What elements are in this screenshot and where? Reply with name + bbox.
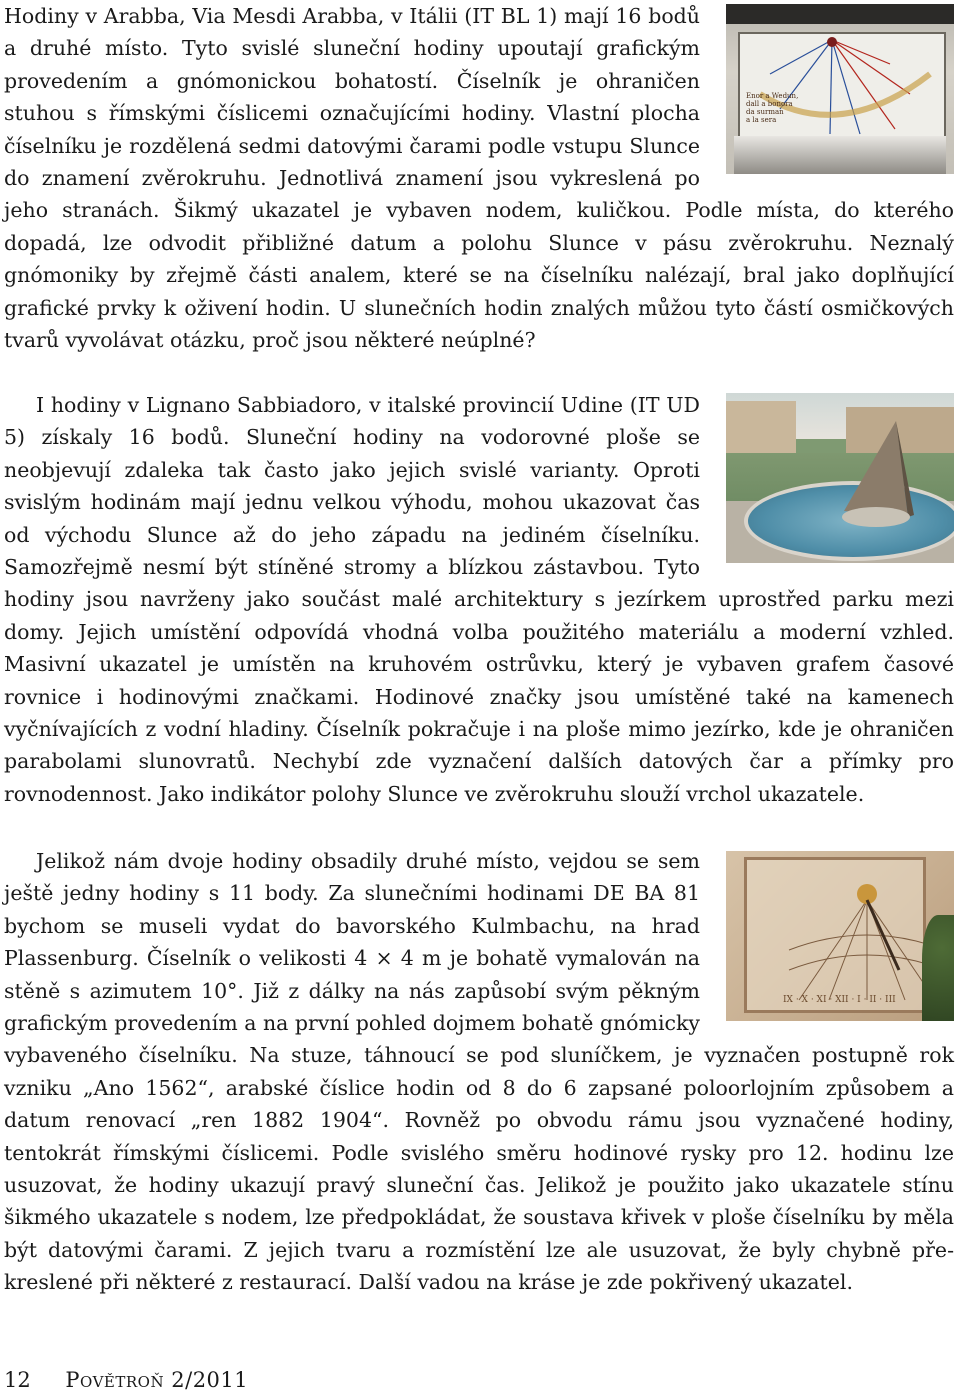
photo-dial bbox=[738, 32, 946, 140]
dial-caption-line: da surman bbox=[746, 108, 784, 116]
paragraph-text: Jelikož nám dvoje hodiny obsadily druhé místo, vejdou se sem ještě jedny hodiny s 11 body. Za slunečními hodinami DE BA 81 bychom se museli vydat do bavorského Kulmbachu, na hrad Plassenburg. Číselník o velikosti 4 × 4 m je bohatě vymalován na stěně s azimutem 10°. Již z dálky na nás zapůsobí svým pěkným grafickým provedením a na první pohled dojmem bohatě gnómicky vybaveného číselníku. Na stuze, táhnoucí se pod sluníčkem, je vyznačen postupně rok vzniku „Ano 1562“, arabské číslice hodin od 8 do 6 zapsané poloorlojním způsobem a datum renovací „ren 1882 1904“. Rovněž po obvodu rámu jsou vyznačené hodiny, tentokrát římskými číslicemi. Podle svislého směru hodinové rysky pro 12. hodinu lze usuzovat, že hodiny ukazují pravý sluneční čas. Jelikož je použito jako ukazatele stínu šikmého ukazatele s nodem, lze předpokládat, že soustava křivek v ploše číselníku by měla být datovými čarami. Z jejich tvaru a rozmístění lze ale usuzovat, že byly chybně překreslené při některé z restaurací. Další vadou na kráse je zde pokřivený ukazatel. bbox=[4, 849, 954, 1295]
dial-numerals: IX · X · XI · XII · I · II · III bbox=[783, 995, 896, 1005]
dial-caption-line: dall a bonora bbox=[746, 100, 793, 108]
photo-lignano-sundial bbox=[726, 393, 954, 563]
paragraph-lignano bbox=[4, 389, 954, 810]
journal-name: Povětroň 2/2011 bbox=[65, 1368, 249, 1392]
page-footer bbox=[4, 1364, 248, 1396]
page-number: 12 bbox=[4, 1368, 31, 1392]
photo-tree bbox=[922, 915, 954, 1021]
photo-dial-frame bbox=[744, 857, 926, 1013]
gnomon-icon bbox=[726, 393, 954, 563]
photo-window-top bbox=[726, 4, 954, 24]
photo-plassenburg-sundial bbox=[726, 851, 954, 1021]
dial-caption-line: Enor a Wedun, bbox=[746, 92, 799, 100]
paragraph-plassenburg bbox=[4, 845, 954, 1299]
photo-window-bottom bbox=[734, 136, 946, 174]
photo-arabba-sundial bbox=[726, 4, 954, 174]
dial-caption-line: a la sera bbox=[746, 116, 777, 124]
paragraph-text: I hodiny v Lignano Sabbiadoro, v italské provincií Udine (IT UD 5) získaly 16 bodů. Sluneční hodiny na vodorovné ploše se neobjevují zdaleka tak často jako jejich svislé varianty. Oproti svislým hodinám mají jednu velkou výhodu, mohou ukazovat čas od východu Slunce až do jeho západu na jediném číselníku. Samozřejmě nesmí být stíněné stromy a blízkou zástavbou. Tyto hodiny jsou navrženy jako součást malé architektury s jezírkem uprostřed parku mezi domy. Jejich umístění odpovídá vhodná volba použitého materiálu a moderní vzhled. Masivní ukazatel je umístěn na kruhovém ostrůvku, který je vybaven grafem časové rovnice i hodinovými značkami. Hodinové značky jsou umístěné také na kamenech vyčnívajících z vodní hladiny. Číselník pokračuje i na ploše mimo jezírko, kde je ohraničen parabolami slunovratů. Nechybí zde vyznačení dalších datových čar a přímky pro rovnodennost. Jako indikátor polohy Slunce ve zvěrokruhu slouží vrchol ukazatele. bbox=[4, 393, 954, 806]
paragraph-arabba bbox=[4, 0, 954, 356]
dial-caption bbox=[746, 92, 798, 124]
paragraph-text: Hodiny v Arabba, Via Mesdi Arabba, v Itálii (IT BL 1) mají 16 bodů a druhé místo. Tyto svislé sluneční hodiny upoutají grafickým provedením a gnómonickou bohatostí. Číselník je ohraničen stuhou s římskými číslicemi označujícími hodiny. Vlastní plocha číselníku je rozdělená sedmi datovými čarami podle vstupu Slunce do znamení zvěrokruhu. Jednotlivá znamení jsou vykreslená po jeho stranách. Šikmý ukazatel je vybaven nodem, kuličkou. Podle místa, do kterého dopadá, lze odvodit přibližné datum a polohu Slunce v pásu zvěrokruhu. Neznalý gnómoniky by zřejmě části analem, které se na číselníku nalézají, bral jako doplňující grafické prvky k oživení hodin. U slunečních hodin znalých můžou tyto částí osmičkových tvarů vyvolávat otázku, proč jsou některé neúplné? bbox=[4, 4, 954, 353]
